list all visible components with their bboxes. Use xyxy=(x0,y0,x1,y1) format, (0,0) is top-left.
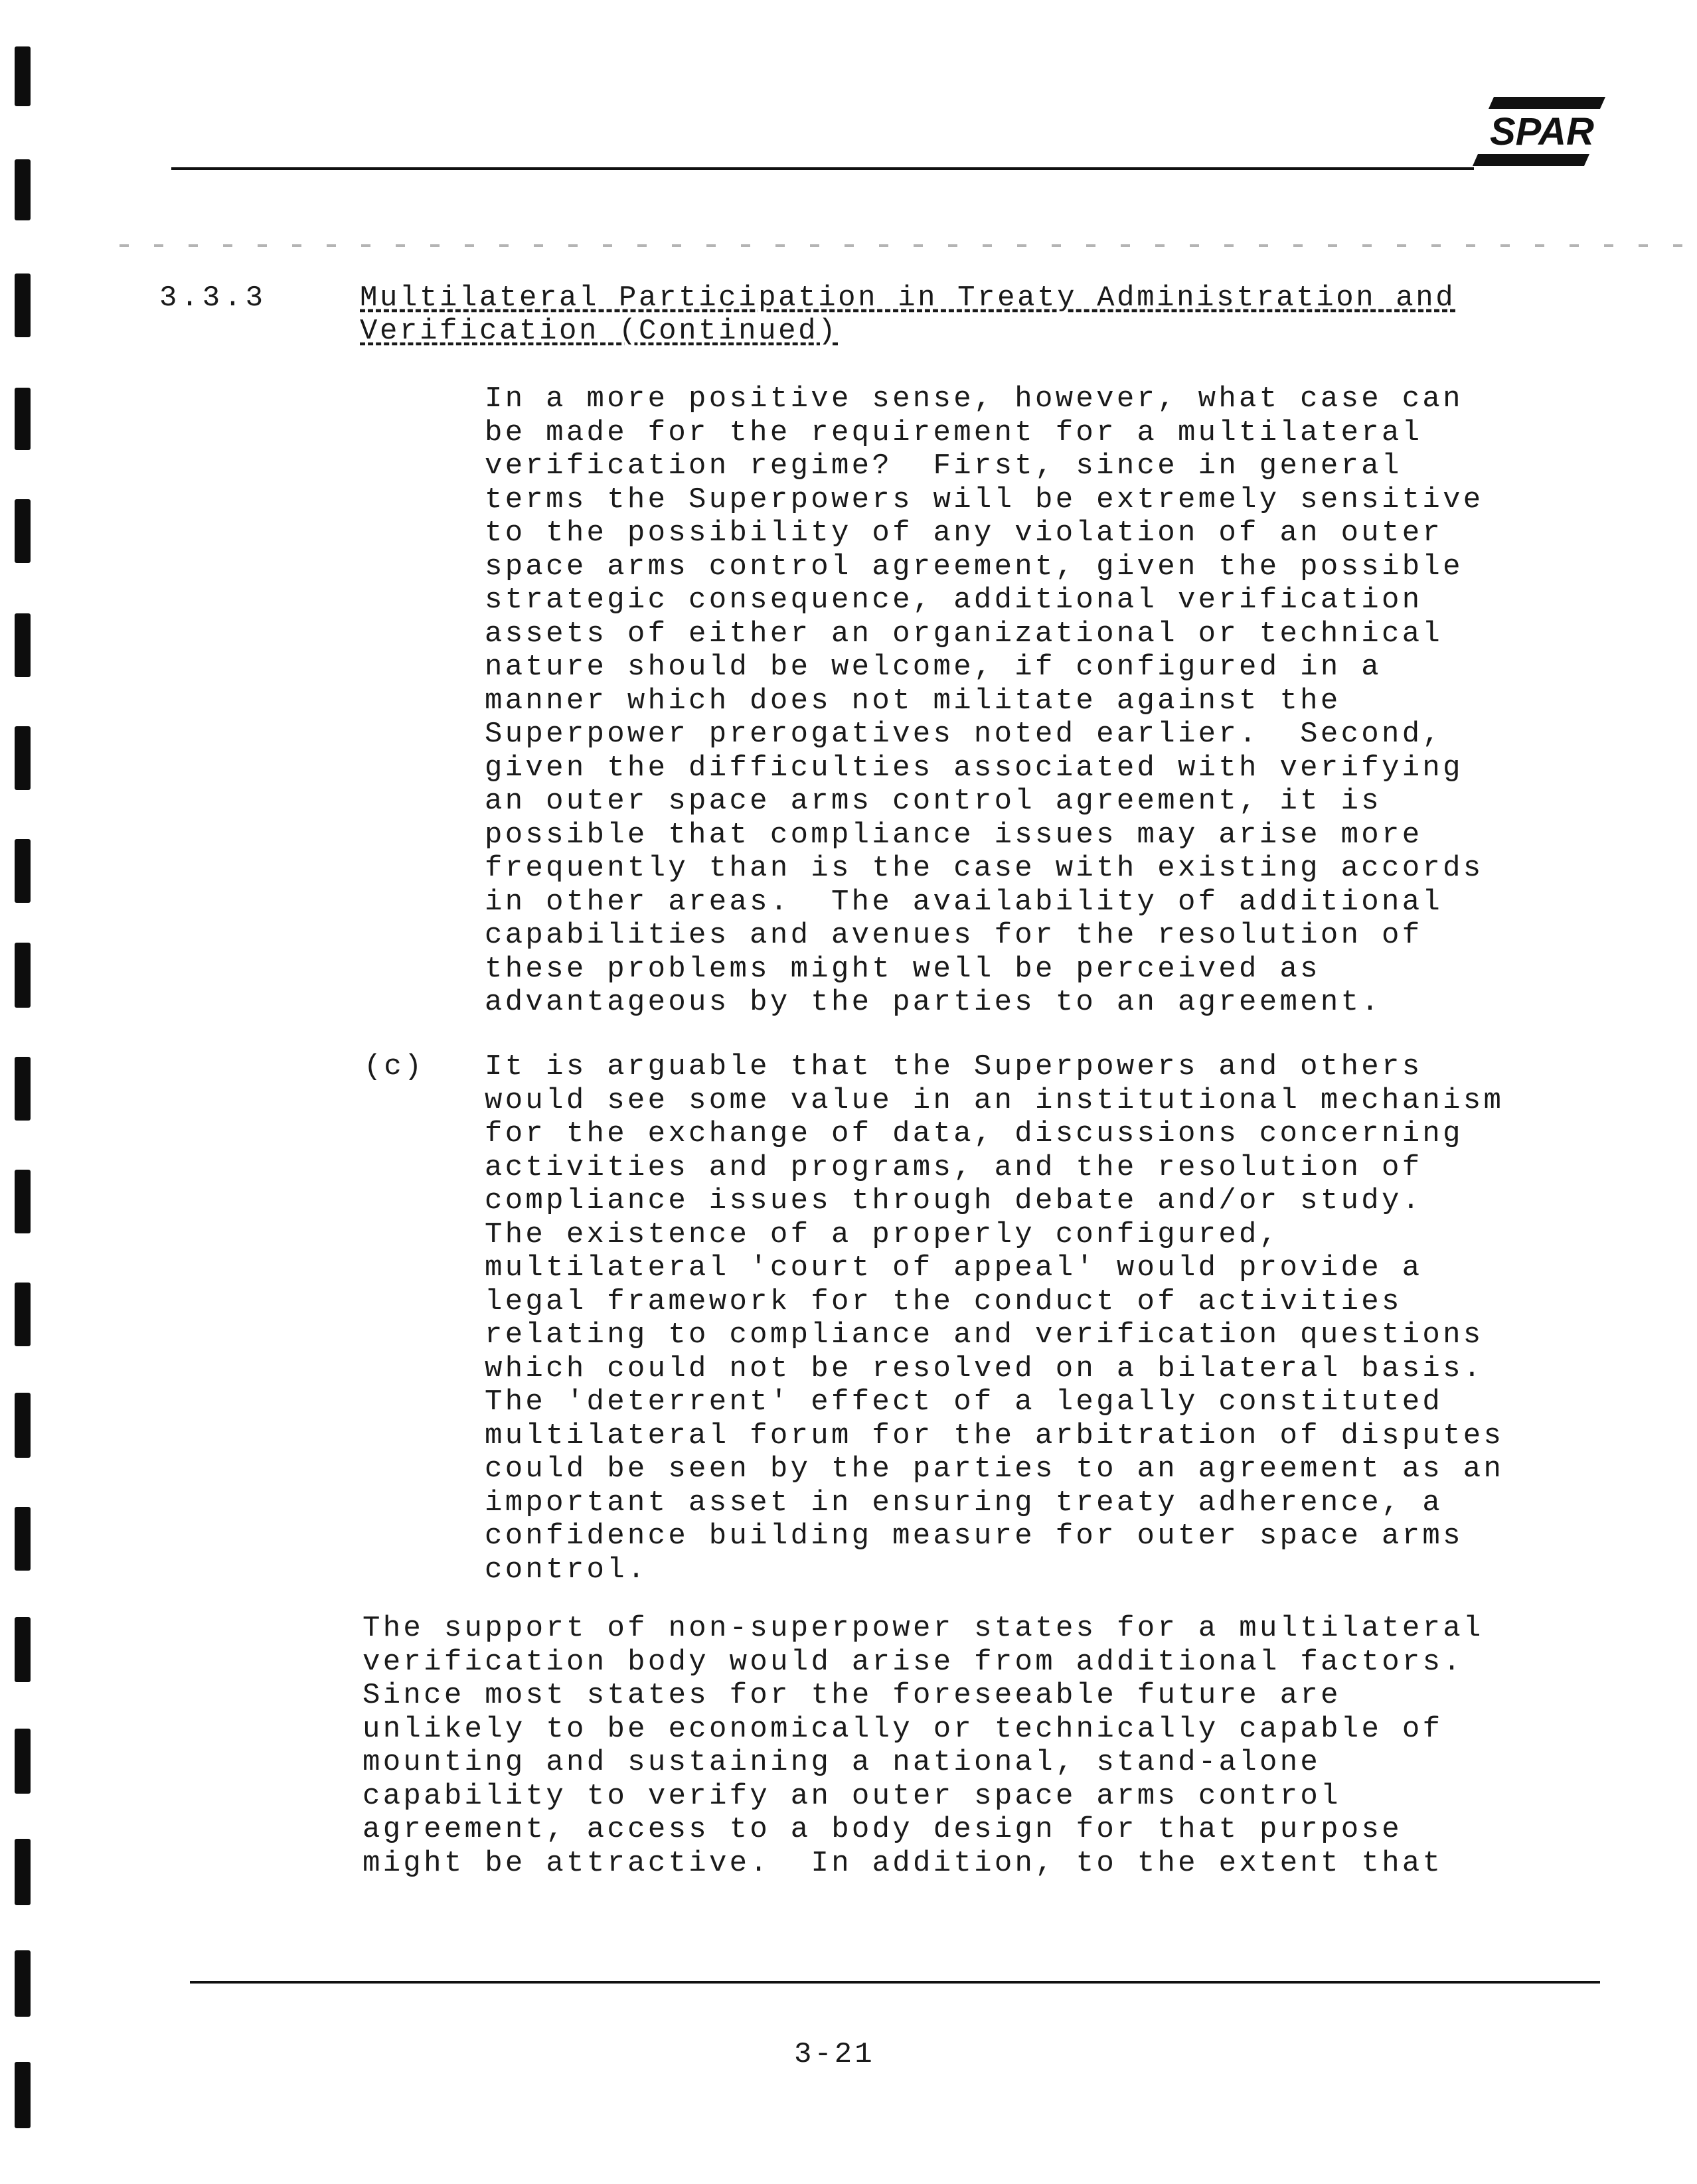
binder-mark xyxy=(15,1393,31,1458)
text-line: control. xyxy=(485,1553,648,1587)
text-line: The 'deterrent' effect of a legally constituted xyxy=(485,1385,1443,1419)
binder-mark xyxy=(15,839,31,903)
text-line: important asset in ensuring treaty adherence, a xyxy=(485,1486,1443,1520)
binder-mark xyxy=(15,499,31,563)
page-number: 3-21 xyxy=(794,2038,875,2071)
text-line: space arms control agreement, given the possible xyxy=(485,550,1463,584)
binder-mark xyxy=(15,388,31,450)
text-line: The support of non-superpower states for a multilateral xyxy=(363,1612,1484,1645)
section-heading xyxy=(360,281,1528,348)
section-heading-line: Verification (Continued) xyxy=(360,315,839,348)
text-line: in other areas. The availability of additional xyxy=(485,885,1443,919)
binder-mark xyxy=(15,1839,31,1905)
binder-mark xyxy=(15,1283,31,1346)
text-line: these problems might well be perceived as xyxy=(485,952,1321,986)
header-rule xyxy=(171,167,1474,170)
list-item-c-text xyxy=(485,1050,1504,1587)
binder-mark xyxy=(15,1507,31,1571)
text-line: nature should be welcome, if configured in a xyxy=(485,651,1382,684)
section-heading-line: Multilateral Participation in Treaty Administration and xyxy=(360,281,1456,315)
text-line: agreement, access to a body design for that purpose xyxy=(363,1813,1402,1846)
text-line: could be seen by the parties to an agreement as an xyxy=(485,1452,1504,1486)
text-line: multilateral forum for the arbitration of disputes xyxy=(485,1419,1504,1452)
binder-mark xyxy=(15,1170,31,1233)
text-line: multilateral 'court of appeal' would provide a xyxy=(485,1251,1423,1285)
spar-logo xyxy=(1473,97,1605,166)
text-line: possible that compliance issues may arise more xyxy=(485,818,1423,852)
text-line: which could not be resolved on a bilateral basis. xyxy=(485,1352,1484,1385)
text-line: strategic consequence, additional verification xyxy=(485,584,1423,617)
text-line: compliance issues through debate and/or study. xyxy=(485,1184,1423,1217)
text-line: Since most states for the foreseeable future are xyxy=(363,1679,1341,1712)
text-line: It is arguable that the Superpowers and others xyxy=(485,1050,1423,1083)
text-line: might be attractive. In addition, to the extent that xyxy=(363,1846,1443,1880)
text-line: In a more positive sense, however, what case can xyxy=(485,382,1463,416)
text-line: unlikely to be economically or technically capable of xyxy=(363,1712,1443,1746)
binder-mark xyxy=(15,943,31,1008)
binder-marks xyxy=(15,0,32,2184)
text-line: would see some value in an institutional mechanism xyxy=(485,1083,1504,1117)
text-line: confidence building measure for outer space arms xyxy=(485,1520,1463,1553)
list-item-label: (c) xyxy=(364,1050,425,1083)
text-line: activities and programs, and the resolution of xyxy=(485,1150,1423,1184)
binder-mark xyxy=(15,46,31,106)
text-line: terms the Superpowers will be extremely sensitive xyxy=(485,483,1484,516)
text-line: capability to verify an outer space arms control xyxy=(363,1779,1341,1813)
text-line: verification body would arise from additional factors. xyxy=(363,1645,1464,1679)
text-line: given the difficulties associated with verifying xyxy=(485,751,1463,785)
binder-mark xyxy=(15,1729,31,1794)
text-line: relating to compliance and verification questions xyxy=(485,1318,1484,1352)
text-line: capabilities and avenues for the resolution of xyxy=(485,919,1423,952)
binder-mark xyxy=(15,2062,31,2128)
text-line: assets of either an organizational or technical xyxy=(485,617,1443,651)
binder-mark xyxy=(15,613,31,677)
text-line: an outer space arms control agreement, it is xyxy=(485,785,1382,818)
text-line: for the exchange of data, discussions concerning xyxy=(485,1117,1463,1150)
paragraph-positive-sense xyxy=(485,382,1484,1020)
binder-mark xyxy=(15,1057,31,1121)
text-line: frequently than is the case with existing accords xyxy=(485,852,1484,885)
binder-mark xyxy=(15,1617,31,1682)
binder-mark xyxy=(15,273,31,337)
text-line: The existence of a properly configured, xyxy=(485,1217,1280,1251)
text-line: manner which does not militate against the xyxy=(485,684,1341,718)
scan-dash-row xyxy=(120,244,1693,247)
text-line: Superpower prerogatives noted earlier. Second, xyxy=(485,718,1443,751)
logo-text: SPAR xyxy=(1490,110,1594,153)
text-line: mounting and sustaining a national, stand-alone xyxy=(363,1746,1321,1779)
binder-mark xyxy=(15,159,31,220)
binder-mark xyxy=(15,726,31,790)
text-line: be made for the requirement for a multilateral xyxy=(485,416,1423,449)
binder-mark xyxy=(15,1950,31,2017)
footer-rule xyxy=(190,1981,1600,1984)
paragraph-non-superpower-support xyxy=(363,1612,1484,1880)
text-line: legal framework for the conduct of activities xyxy=(485,1285,1402,1318)
section-number: 3.3.3 xyxy=(159,281,268,315)
text-line: to the possibility of any violation of an outer xyxy=(485,516,1443,550)
text-line: advantageous by the parties to an agreement. xyxy=(485,986,1382,1019)
text-line: verification regime? First, since in general xyxy=(485,449,1402,483)
